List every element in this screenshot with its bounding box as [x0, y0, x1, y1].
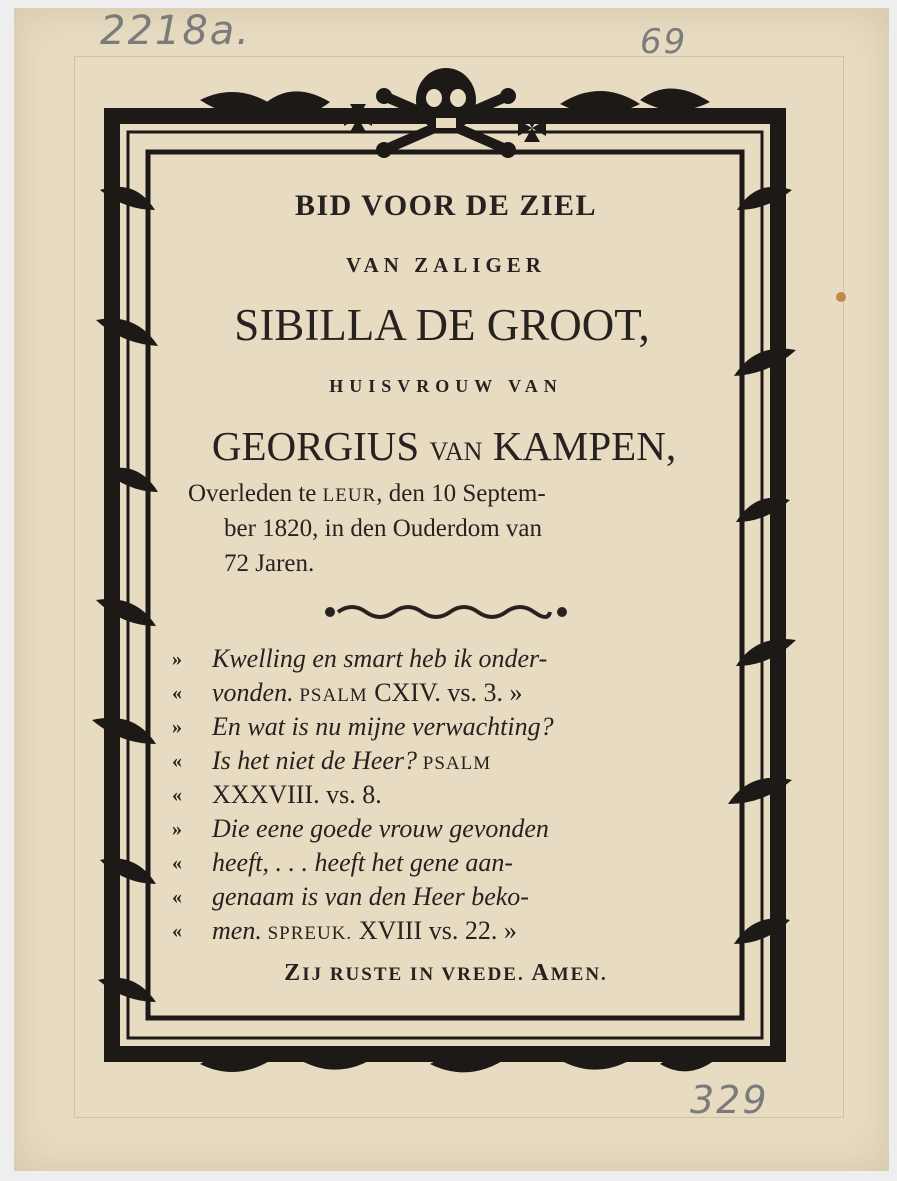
- verse-line: [172, 812, 720, 846]
- verse-line: [172, 676, 720, 710]
- quote-mark: «: [172, 750, 182, 772]
- verse-reference-book: PSALM: [417, 753, 492, 774]
- verse-line: [172, 744, 720, 778]
- spouse-particle: VAN: [429, 437, 483, 466]
- closing-amen: MEN.: [550, 964, 608, 985]
- death-notice-text: Overleden te: [188, 480, 317, 507]
- death-place: LEUR: [322, 485, 377, 506]
- quote-mark: «: [172, 852, 182, 874]
- deceased-name: SIBILLA DE GROOT,: [234, 300, 650, 350]
- verse-reference: XXXVIII. vs. 8.: [212, 780, 382, 809]
- heading-prayer: BID VOOR DE ZIEL: [294, 189, 598, 222]
- quote-mark: »: [172, 716, 182, 738]
- quote-mark: «: [172, 886, 182, 908]
- verse-italic: Die eene goede vrouw gevonden: [212, 814, 549, 843]
- heading-van-zaliger: VAN ZALIGER: [346, 253, 546, 277]
- closing-blessing: [172, 960, 720, 987]
- quote-mark: «: [172, 682, 182, 704]
- quote-mark: »: [172, 818, 182, 840]
- pencil-inventory-number: 2218a.: [100, 8, 252, 54]
- verse-italic: vonden.: [212, 678, 294, 707]
- spouse-first-name: GEORGIUS: [211, 423, 420, 469]
- spouse-name: [168, 420, 720, 472]
- spouse-surname: KAMPEN,: [492, 423, 677, 469]
- verse-reference: XVIII vs. 22. »: [352, 916, 517, 945]
- verse-line: [172, 880, 720, 914]
- verse-line: [172, 914, 720, 948]
- verse-line: [172, 710, 720, 744]
- verse-reference: CXIV. vs. 3. »: [367, 678, 523, 707]
- pencil-note-bottom: 329: [690, 1078, 769, 1122]
- verse-italic: genaam is van den Heer beko-: [212, 882, 529, 911]
- verse-reference-book: SPREUK.: [261, 923, 353, 944]
- verse-italic: men.: [212, 916, 262, 945]
- closing-text: IJ RUSTE IN VREDE.: [302, 964, 525, 985]
- pencil-note-top-right: 69: [640, 22, 688, 62]
- closing-amen-initial: A: [524, 960, 551, 986]
- scripture-verses: [172, 642, 720, 948]
- death-notice-line-3: 72 Jaren.: [224, 550, 315, 577]
- verse-line: [172, 778, 720, 812]
- verse-reference-book: PSALM: [293, 685, 368, 706]
- death-notice-line-2: ber 1820, in den Ouderdom van: [224, 515, 542, 542]
- card-text: [172, 180, 720, 986]
- quote-mark: «: [172, 920, 182, 942]
- wavy-divider-ornament: [324, 600, 568, 624]
- verse-italic: En wat is nu mijne verwachting?: [212, 712, 554, 741]
- verse-line: [172, 846, 720, 880]
- quote-mark: »: [172, 648, 182, 670]
- death-date-text: , den 10 Septem-: [376, 480, 546, 507]
- death-notice: [172, 476, 720, 581]
- verse-line: [172, 642, 720, 676]
- closing-initial: Z: [284, 960, 303, 986]
- death-notice-line-1: [172, 476, 720, 511]
- verse-italic: heeft, . . . heeft het gene aan-: [212, 848, 514, 877]
- verse-italic: Is het niet de Heer?: [212, 746, 418, 775]
- quote-mark: «: [172, 784, 182, 806]
- verse-italic: Kwelling en smart heb ik onder-: [212, 644, 548, 673]
- heading-huisvrouw: HUISVROUW VAN: [329, 376, 563, 396]
